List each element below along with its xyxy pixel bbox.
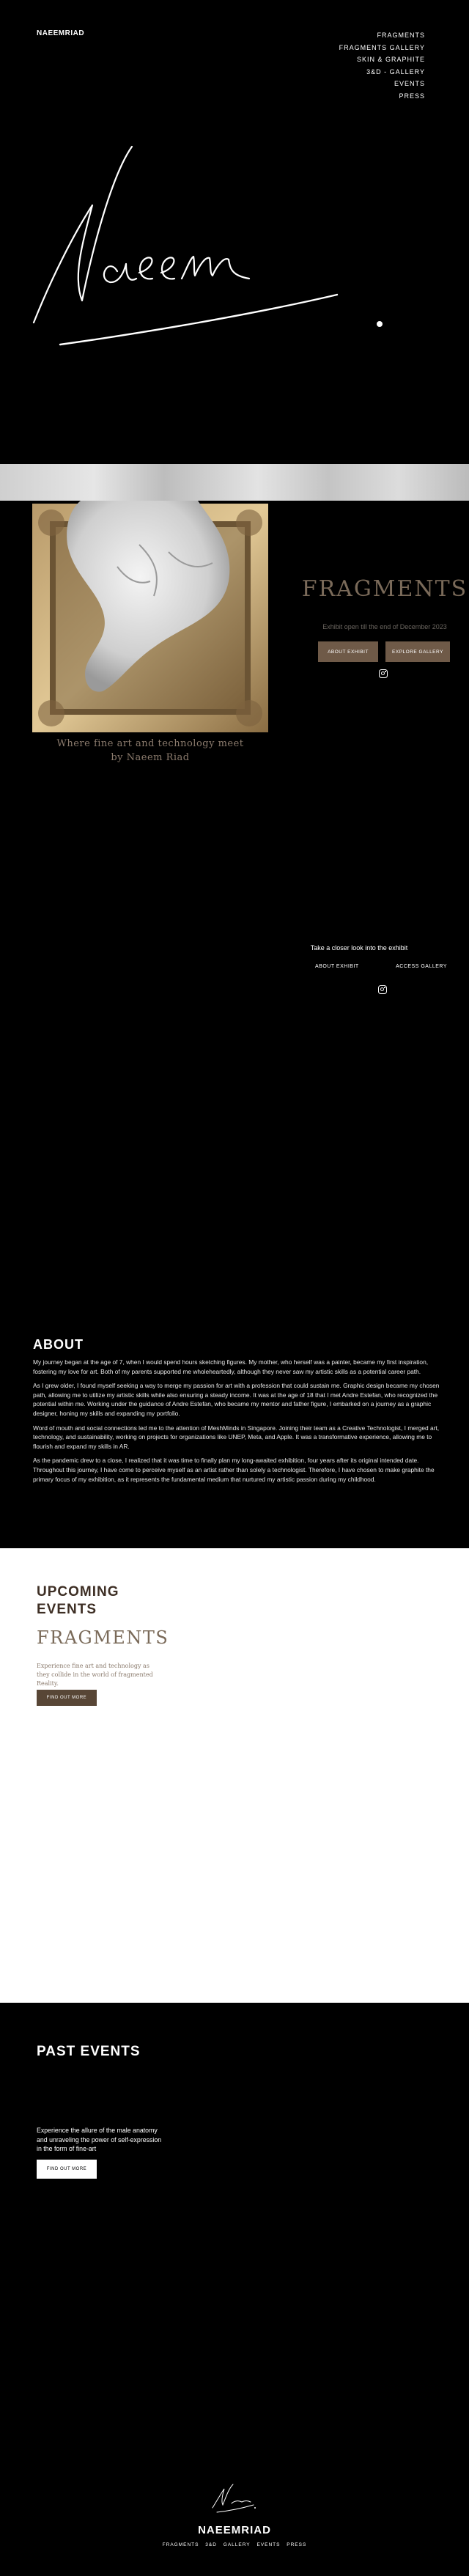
footer-nav-press[interactable]: PRESS bbox=[287, 2542, 307, 2547]
past-events-description: Experience the allure of the male anatomy and unraveling the power of self-expression in the form of fine-art bbox=[37, 2127, 162, 2152]
exhibit-note: Exhibit open till the end of December 2023 bbox=[322, 623, 447, 630]
main-nav bbox=[339, 29, 425, 102]
nav-press[interactable]: PRESS bbox=[399, 92, 425, 100]
signature-hero bbox=[29, 132, 410, 396]
upcoming-heading-line-1: UPCOMING bbox=[37, 1584, 119, 1600]
nav-skin-graphite[interactable]: SKIN & GRAPHITE bbox=[356, 56, 425, 63]
about-exhibit-link[interactable]: ABOUT EXHIBIT bbox=[315, 964, 359, 969]
upcoming-find-out-more-button[interactable]: FIND OUT MORE bbox=[37, 1690, 97, 1706]
upcoming-heading bbox=[37, 1583, 119, 1619]
footer-nav-fragments[interactable]: FRAGMENTS bbox=[162, 2542, 199, 2547]
tagline-line-1: Where fine art and technology meet bbox=[56, 738, 244, 749]
past-events-heading: PAST EVENTS bbox=[37, 2044, 141, 2059]
framed-sculpture-artwork bbox=[29, 501, 271, 735]
instagram-icon[interactable] bbox=[378, 985, 387, 994]
about-paragraph: Word of mouth and social connections led me to the attention of MeshMinds in Singapore. Joining their team as a Creative Technologist, I merged art, technology, and sustainability, working on projects for organizations like UNEP, Meta, and Apple. It was a transformative experience, allowing me to flourish and expand my skills in AR. bbox=[33, 1424, 440, 1450]
about-heading: ABOUT bbox=[33, 1337, 84, 1352]
upcoming-exhibit-title: FRAGMENTS bbox=[37, 1627, 169, 1648]
instagram-icon[interactable] bbox=[379, 669, 388, 678]
exhibit-buttons bbox=[318, 641, 450, 662]
footer-nav-gallery[interactable]: GALLERY bbox=[223, 2542, 251, 2547]
tagline-line-2: by Naeem Riad bbox=[111, 752, 190, 763]
about-paragraph: As the pandemic drew to a close, I realized that it was time to finally plan my long-awaited exhibition, four years after its original intended date. Throughout this journey, I have come to perceive myself as an artist rather than solely a technologist. Therefore, I have chosen to make graphite the primary focus of my exhibition, as it represents the fundamental medium that nurtured my artistic passion during my childhood. bbox=[33, 1457, 435, 1483]
signature-logo[interactable] bbox=[210, 2481, 259, 2517]
footer-nav-events[interactable]: EVENTS bbox=[256, 2542, 281, 2547]
upcoming-description: Experience fine art and technology as they collide in the world of fragmented Reality. bbox=[37, 1663, 153, 1687]
about-paragraph: My journey began at the age of 7, when I would spend hours sketching figures. My mother, who herself was a painter, became my first inspiration, fostering my love for art. Both of my parents supported me wholeheartedly, although they never saw my artistic skills as a potential career path. bbox=[33, 1358, 429, 1375]
past-find-out-more-button[interactable]: FIND OUT MORE bbox=[37, 2160, 97, 2179]
upcoming-heading-line-2: EVENTS bbox=[37, 1602, 97, 1617]
about-exhibit-button[interactable]: ABOUT EXHIBIT bbox=[318, 641, 378, 662]
closer-look-text: Take a closer look into the exhibit bbox=[310, 944, 408, 952]
exhibit-title: FRAGMENTS bbox=[301, 576, 468, 602]
closer-look-links bbox=[315, 964, 447, 969]
marble-band bbox=[0, 464, 469, 501]
brand-logo[interactable]: NAEEMRIAD bbox=[37, 29, 85, 37]
nav-3d-gallery[interactable]: 3&D - GALLERY bbox=[366, 67, 425, 76]
nav-fragments-gallery[interactable]: FRAGMENTS GALLERY bbox=[339, 43, 425, 51]
about-paragraph: As I grew older, I found myself seeking a way to merge my passion for art with a profession that could sustain me. Graphic design became my chosen path, allowing me to utilize my artistic skills while also ensuring a steady income. It was at the age of 18 that I met Andre Estefan, who recognized the potential within me. Working under the guidance of Andre Estefan, who became my mentor and father figure, I embarked on a journey as a graphic designer, honing my skills and expanding my portfolio. bbox=[33, 1382, 440, 1417]
nav-events[interactable]: EVENTS bbox=[394, 80, 425, 87]
footer-nav bbox=[0, 2542, 469, 2547]
footer-nav-3d[interactable]: 3&D bbox=[205, 2542, 217, 2547]
about-body bbox=[33, 1358, 440, 1489]
nav-fragments[interactable]: FRAGMENTS bbox=[377, 32, 425, 39]
access-gallery-link[interactable]: ACCESS GALLERY bbox=[396, 964, 447, 969]
explore-gallery-button[interactable]: EXPLORE GALLERY bbox=[385, 641, 450, 662]
exhibit-tagline bbox=[29, 737, 271, 765]
footer-brand[interactable]: NAEEMRIAD bbox=[198, 2524, 271, 2536]
